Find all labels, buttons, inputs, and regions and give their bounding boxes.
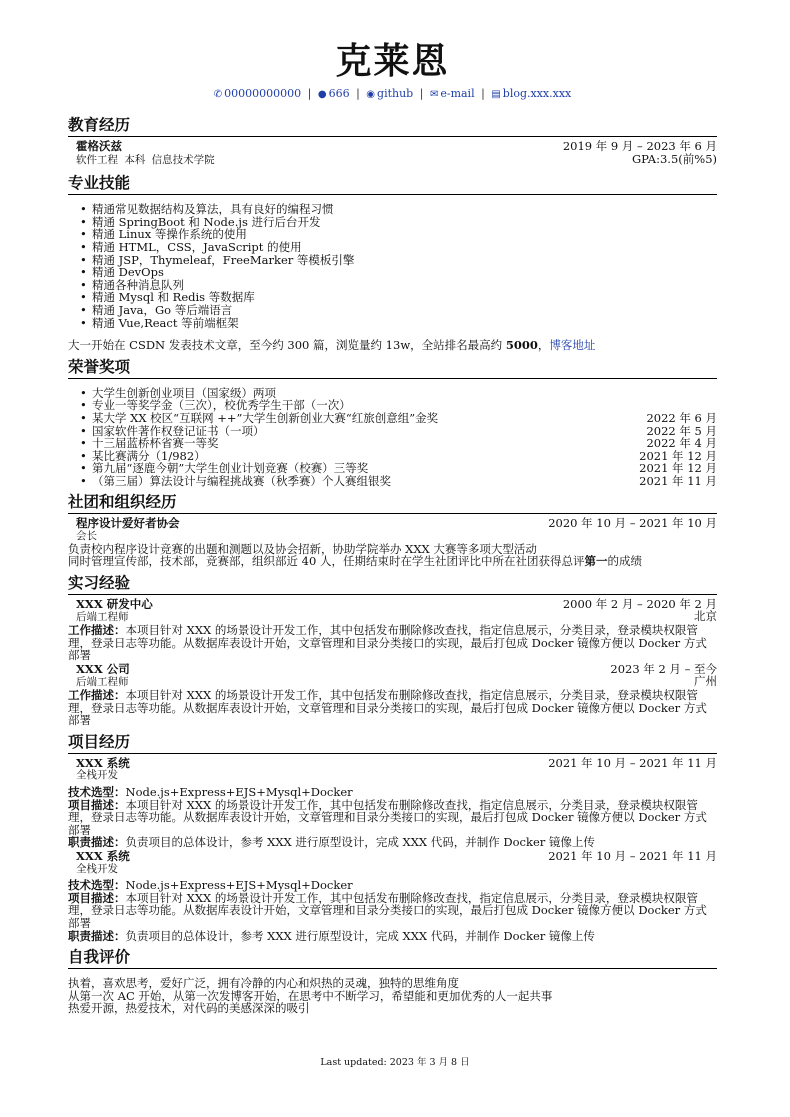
project-duty-label: 职责描述： xyxy=(68,928,126,943)
list-item: • 精通 DevOps xyxy=(92,266,717,279)
education-row xyxy=(68,140,717,153)
list-item: • 精通常见数据结构及算法，具有良好的编程习惯 xyxy=(92,203,717,216)
project-role: 全栈开发 xyxy=(76,862,118,875)
project-description xyxy=(68,799,717,837)
project-duty xyxy=(68,836,717,849)
blog-paragraph xyxy=(68,339,717,352)
project-tech-label: 技术选型： xyxy=(68,878,126,893)
job-entry xyxy=(68,598,717,662)
email-icon: ✉ xyxy=(429,89,439,100)
project-tech-text: Node.js+Express+EJS+Mysql+Docker xyxy=(125,784,353,799)
job-description xyxy=(68,689,717,727)
job-desc-label: 工作描述： xyxy=(68,688,126,702)
award-text: • 第九届“逐鹿今朝”大学生创业计划竞赛（校赛）三等奖 xyxy=(92,461,369,476)
award-date: 2022 年 4 月 xyxy=(646,436,717,451)
club-line-emph: 第一 xyxy=(584,554,608,569)
skills-heading: 专业技能 xyxy=(68,174,717,195)
award-item xyxy=(92,475,717,488)
project-duty-text: 负责项目的总体设计，参考 XXX 进行原型设计，完成 XXX 代码，并制作 Docker 镜像上传 xyxy=(125,835,595,850)
separator: | xyxy=(419,87,424,100)
phone-link[interactable]: 00000000000 xyxy=(224,87,302,100)
project-tech-label: 技术选型： xyxy=(68,784,126,799)
project-entry xyxy=(68,850,717,942)
list-item: • 精通 Linux 等操作系统的使用 xyxy=(92,228,717,241)
education-gpa: GPA:3.5(前%5) xyxy=(631,151,717,166)
project-date: 2021 年 10 月 – 2021 年 11 月 xyxy=(548,755,717,770)
award-text: • 专业一等奖学金（三次），校优秀学生干部（一次） xyxy=(92,398,351,413)
evaluation-line: 热爱开源，热爱技术，对代码的美感深深的吸引 xyxy=(68,1001,310,1016)
education-heading: 教育经历 xyxy=(68,116,717,137)
award-text: • （第三届）算法设计与编程挑战赛（秋季赛）个人赛组银奖 xyxy=(92,473,391,488)
award-date: 2021 年 12 月 xyxy=(639,461,717,476)
project-description xyxy=(68,892,717,930)
evaluation-heading: 自我评价 xyxy=(68,948,717,969)
projects-heading: 项目经历 xyxy=(68,733,717,754)
club-row xyxy=(68,517,717,530)
list-item: • 精通 Mysql 和 Redis 等数据库 xyxy=(92,291,717,304)
separator: | xyxy=(307,87,312,100)
github-link[interactable]: github xyxy=(377,87,414,100)
list-item: • 精通 Vue,React 等前端框架 xyxy=(92,317,717,330)
list-item: • 精通 HTML，CSS，JavaScript 的使用 xyxy=(92,241,717,254)
internship-heading: 实习经验 xyxy=(68,574,717,595)
job-role: 后端工程师 xyxy=(76,676,129,689)
list-item: • 精通 JSP，Thymeleaf，FreeMarker 等模板引擎 xyxy=(92,254,717,267)
blog-icon: ▤ xyxy=(491,89,501,100)
project-tech-text: Node.js+Express+EJS+Mysql+Docker xyxy=(125,878,353,893)
resume-page xyxy=(68,36,717,1015)
list-item: • 精通 Java，Go 等后端语言 xyxy=(92,304,717,317)
job-city: 广州 xyxy=(694,674,717,689)
job-role: 后端工程师 xyxy=(76,611,129,624)
education-date: 2019 年 9 月 – 2023 年 6 月 xyxy=(562,139,717,153)
job-date: 2023 年 2 月 – 至今 xyxy=(610,661,717,676)
award-date: 2022 年 6 月 xyxy=(646,410,717,425)
job-desc-label: 工作描述： xyxy=(68,623,126,638)
phone-icon: ✆ xyxy=(213,89,223,100)
club-heading: 社团和组织经历 xyxy=(68,493,717,514)
education-major: 软件工程 本科 信息技术学院 xyxy=(76,153,215,166)
club-line-text: 的成绩 xyxy=(607,554,642,569)
award-text: • 大学生创新创业项目（国家级）两项 xyxy=(92,385,276,400)
project-role: 全栈开发 xyxy=(76,769,118,782)
wechat-link[interactable]: 666 xyxy=(328,87,350,100)
award-item xyxy=(92,412,717,425)
project-duty-text: 负责项目的总体设计，参考 XXX 进行原型设计，完成 XXX 代码，并制作 Docker 镜像上传 xyxy=(125,928,595,943)
project-name: XXX 系统 xyxy=(76,755,130,770)
award-date: 2021 年 11 月 xyxy=(639,473,717,488)
blog-link[interactable]: blog.xxx.xxx xyxy=(502,87,572,100)
resume-name: 克莱恩 xyxy=(335,40,450,82)
job-company: XXX 公司 xyxy=(76,661,130,676)
email-link[interactable]: e-mail xyxy=(440,87,475,100)
github-icon: ◉ xyxy=(366,89,376,100)
wechat-icon: ● xyxy=(317,89,327,100)
skills-list xyxy=(68,203,717,329)
club-line-1: 负责校内程序设计竞赛的出题和测题以及协会招新，协助学院举办 XXX 大赛等多项大型活动 xyxy=(68,541,537,556)
separator: | xyxy=(356,87,360,100)
club-org: 程序设计爱好者协会 xyxy=(76,516,180,531)
separator: | xyxy=(481,87,485,100)
club-line-2 xyxy=(68,555,717,568)
list-item: • 精通 SpringBoot 和 Node.js 进行后台开发 xyxy=(92,216,717,229)
awards-list xyxy=(68,387,717,488)
evaluation-line: 从第一次 AC 开始，从第一次发博客开始，在思考中不断学习，希望能和更加优秀的人一起共事 xyxy=(68,988,553,1003)
job-date: 2000 年 2 月 – 2020 年 2 月 xyxy=(562,596,717,611)
award-text: • 国家软件著作权登记证书（一项） xyxy=(92,423,265,438)
club-date: 2020 年 10 月 – 2021 年 10 月 xyxy=(548,516,717,531)
job-description xyxy=(68,624,717,662)
award-item xyxy=(92,462,717,475)
evaluation-body xyxy=(68,977,717,1015)
job-city: 北京 xyxy=(694,609,717,624)
project-duty-label: 职责描述： xyxy=(68,835,126,850)
award-date: 2021 年 12 月 xyxy=(639,448,717,463)
contact-bar xyxy=(68,87,717,102)
project-name: XXX 系统 xyxy=(76,848,130,863)
award-text: • 十三届蓝桥杯省赛一等奖 xyxy=(92,436,219,451)
last-updated: Last updated: 2023 年 3 月 8 日 xyxy=(320,1057,470,1068)
project-duty xyxy=(68,930,717,943)
award-date: 2022 年 5 月 xyxy=(646,423,717,438)
project-desc-label: 项目描述： xyxy=(68,797,126,812)
blog-address-link[interactable]: 博客地址 xyxy=(549,338,596,353)
job-desc-text: 本项目针对 XXX 的场景设计开发工作，其中包括发布删除修改查找，指定信息展示，分类目录，登录模块权限管理，登录日志等功能。从数据库表设计开始，文章管理和目录分类接口的实现，最后打包成 Docker 镜像方便以 Docker 方式部署 xyxy=(68,688,707,728)
project-desc-label: 项目描述： xyxy=(68,890,126,905)
blog-rank: 5000 xyxy=(505,338,538,353)
project-desc-text: 本项目针对 XXX 的场景设计开发工作，其中包括发布删除修改查找，指定信息展示，分类目录，登录模块权限管理，登录日志等功能。从数据库表设计开始，文章管理和目录分类接口的实现，最后打包成 Docker 镜像方便以 Docker 方式部署 xyxy=(68,890,707,930)
job-company: XXX 研发中心 xyxy=(76,596,153,611)
project-date: 2021 年 10 月 – 2021 年 11 月 xyxy=(548,848,717,863)
school-name: 霍格沃兹 xyxy=(76,139,122,153)
blog-text-sep: ， xyxy=(537,338,550,353)
job-desc-text: 本项目针对 XXX 的场景设计开发工作，其中包括发布删除修改查找，指定信息展示，分类目录，登录模块权限管理，登录日志等功能。从数据库表设计开始，文章管理和目录分类接口的实现，最后打包成 Docker 镜像方便以 Docker 方式部署 xyxy=(68,623,707,663)
awards-heading: 荣誉奖项 xyxy=(68,358,717,379)
education-detail-row xyxy=(68,153,717,167)
job-entry xyxy=(68,663,717,727)
club-line-text: 同时管理宣传部，技术部，竞赛部，组织部近 40 人，任期结束时在学生社团评比中所在社团获得总评 xyxy=(68,554,585,569)
award-text: • 某大学 XX 校区“互联网 ++”大学生创新创业大赛“红旅创意组”金奖 xyxy=(92,410,439,425)
award-item xyxy=(92,437,717,450)
project-entry xyxy=(68,757,717,849)
blog-text: 大一开始在 CSDN 发表技术文章，至今约 300 篇，浏览量约 13w，全站排名最高约 xyxy=(68,338,506,353)
project-desc-text: 本项目针对 XXX 的场景设计开发工作，其中包括发布删除修改查找，指定信息展示，分类目录，登录模块权限管理，登录日志等功能。从数据库表设计开始，文章管理和目录分类接口的实现，最后打包成 Docker 镜像方便以 Docker 方式部署 xyxy=(68,797,707,837)
club-role: 会长 xyxy=(76,530,97,543)
evaluation-line: 执着，喜欢思考，爱好广泛，拥有冷静的内心和炽热的灵魂，独特的思维角度 xyxy=(68,976,459,991)
award-text: • 某比赛满分（1/982） xyxy=(92,448,206,463)
list-item: • 精通各种消息队列 xyxy=(92,279,717,292)
